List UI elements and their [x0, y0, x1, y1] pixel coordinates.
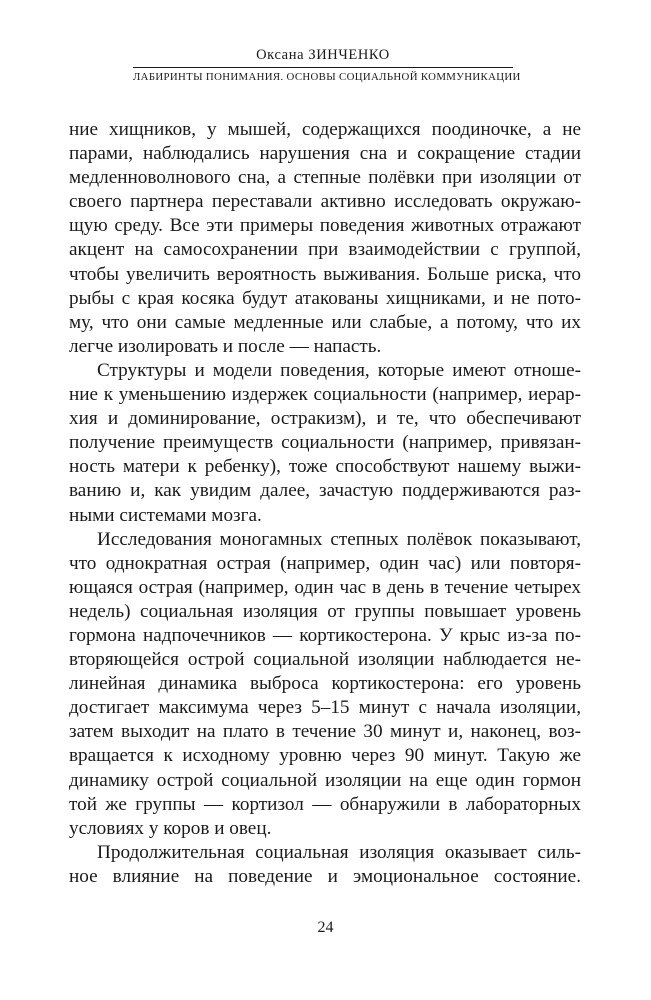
text-line: ние к уменьшению издержек социальности (например, иерар- — [69, 384, 581, 406]
text-line: ющаяся острая (например, один час в день в течение четырех — [69, 576, 581, 598]
text-line: щую среду. Все эти примеры поведения животных отражают — [69, 215, 581, 237]
text-line: ние хищников, у мышей, содержащихся поодиночке, а не — [69, 119, 581, 140]
text-line: динамику острой социальной изоляции на еще один гормон — [69, 769, 581, 791]
text-line: акцент на самосохранении при взаимодействии с группой, — [69, 239, 581, 261]
text-line: затем выходит на плато в течение 30 минут и, наконец, воз- — [69, 721, 581, 743]
paragraph — [69, 118, 581, 359]
text-line: линейная динамика выброса кортикостерона: его уровень — [69, 673, 581, 695]
text-line: Исследования моногамных степных полёвок показывают, — [97, 528, 581, 550]
text-line: вращается к исходному уровню через 90 минут. Такую же — [69, 745, 581, 767]
text-line: парами, наблюдались нарушения сна и сокращение стадии — [69, 143, 581, 165]
text-line: получение преимуществ социальности (например, привязан- — [69, 432, 581, 454]
text-line: хия и доминирование, остракизм), и те, что обеспечивают — [69, 408, 581, 430]
header-rule — [133, 67, 513, 68]
text-line: недель) социальная изоляция от группы повышает уровень — [69, 600, 581, 622]
paragraph — [69, 359, 581, 528]
text-line: легче изолировать и после — напасть. — [69, 335, 382, 357]
text-line: Структуры и модели поведения, которые имеют отноше- — [97, 359, 581, 381]
text-line: ванию и, как увидим далее, зачастую поддерживаются раз- — [69, 480, 581, 502]
text-line: своего партнера переставали активно исследовать окружаю- — [69, 191, 581, 213]
text-line: рыбы с края косяка будут атакованы хищниками, и не пото- — [69, 287, 581, 309]
body-text — [69, 118, 581, 889]
author-name: Оксана ЗИНЧЕНКО — [256, 47, 390, 63]
running-head — [133, 46, 521, 84]
text-line: ными системами мозга. — [69, 504, 262, 526]
text-line: достигает максимума через 5–15 минут с начала изоляции, — [69, 697, 581, 719]
text-line: му, что они самые медленные или слабые, а потому, что их — [69, 311, 581, 333]
text-line: чтобы увеличить вероятность выживания. Больше риска, что — [69, 263, 581, 285]
paragraph — [69, 528, 581, 841]
text-line: медленноволнового сна, а степные полёвки при изоляции от — [69, 167, 581, 189]
text-line: той же группы — кортизол — обнаружили в лабораторных — [69, 793, 581, 815]
text-line: условиях у коров и овец. — [69, 817, 272, 839]
text-line: вторяющейся острой социальной изоляции наблюдается не- — [69, 649, 581, 671]
paragraph — [69, 841, 581, 889]
book-title: ЛАБИРИНТЫ ПОНИМАНИЯ. ОСНОВЫ СОЦИАЛЬНОЙ КОММУНИКАЦИИ — [133, 71, 521, 83]
page-number: 24 — [317, 919, 334, 936]
text-line: Продолжительная социальная изоляция оказывает силь- — [97, 841, 581, 863]
text-line: гормона надпочечников — кортикостерона. У крыс из-за по- — [69, 624, 581, 646]
text-line: что однократная острая (например, один час) или повторя- — [69, 552, 581, 574]
text-line: ность матери к ребенку), тоже способствуют нашему выжи- — [69, 456, 581, 478]
text-line: ное влияние на поведение и эмоциональное состояние. — [69, 865, 581, 887]
